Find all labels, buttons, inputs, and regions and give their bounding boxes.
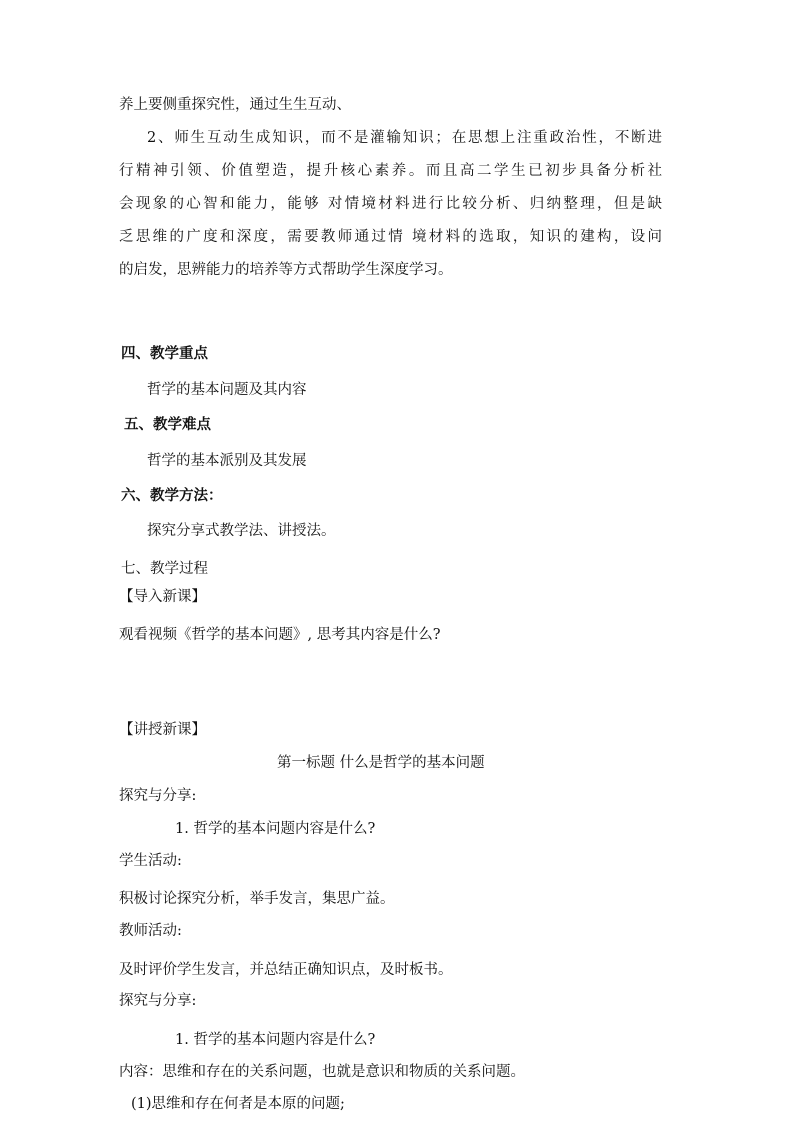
explore-label-2: 探究与分享:	[119, 993, 197, 1009]
teacher-activity-label: 教师活动:	[119, 923, 182, 939]
section-5-heading: 五、教学难点	[124, 416, 211, 433]
content-item-1: (1)思维和存在何者是本原的问题;	[131, 1096, 345, 1112]
lecture-label: 【讲授新课】	[119, 722, 206, 738]
section-7-heading: 七、教学过程	[121, 561, 208, 577]
intro-label: 【导入新课】	[119, 589, 206, 605]
paragraph-line-6: 的启发，思辨能力的培养等方式帮助学生深度学习。	[119, 262, 453, 278]
intro-text: 观看视频《哲学的基本问题》, 思考其内容是什么?	[119, 627, 441, 643]
teacher-activity-text: 及时评价学生发言，并总结正确知识点，及时板书。	[119, 962, 453, 978]
student-activity-label: 学生活动:	[119, 853, 182, 869]
section-4-heading: 四、教学重点	[121, 345, 208, 362]
paragraph-line-5: 乏思维的广度和深度，需要教师通过情 境材料的选取，知识的建构，设问	[119, 229, 662, 245]
content-text: 内容：思维和存在的关系问题，也就是意识和物质的关系问题。	[119, 1064, 525, 1080]
paragraph-line-1: 养上要侧重探究性，通过生生互动、	[119, 97, 351, 113]
paragraph-line-4: 会现象的心智和能力，能够 对情境材料进行比较分析、归纳整理，但是缺	[119, 196, 662, 212]
lecture-subtitle: 第一标题 什么是哲学的基本问题	[277, 755, 485, 771]
paragraph-line-2: 2、师生互动生成知识，而不是灌输知识；在思想上注重政治性，不断进	[147, 130, 662, 146]
question-1: 1. 哲学的基本问题内容是什么?	[175, 821, 376, 837]
student-activity-text: 积极讨论探究分析，举手发言，集思广益。	[119, 891, 395, 907]
question-2: 1. 哲学的基本问题内容是什么?	[175, 1032, 376, 1048]
section-6-content: 探究分享式教学法、讲授法。	[147, 523, 336, 539]
paragraph-line-3: 行精神引领、价值塑造，提升核心素养。而且高二学生已初步具备分析社	[119, 163, 662, 179]
section-4-content: 哲学的基本问题及其内容	[147, 382, 307, 398]
explore-label-1: 探究与分享:	[119, 788, 197, 804]
section-5-content: 哲学的基本派别及其发展	[147, 453, 307, 469]
section-6-heading: 六、教学方法：	[121, 487, 223, 504]
